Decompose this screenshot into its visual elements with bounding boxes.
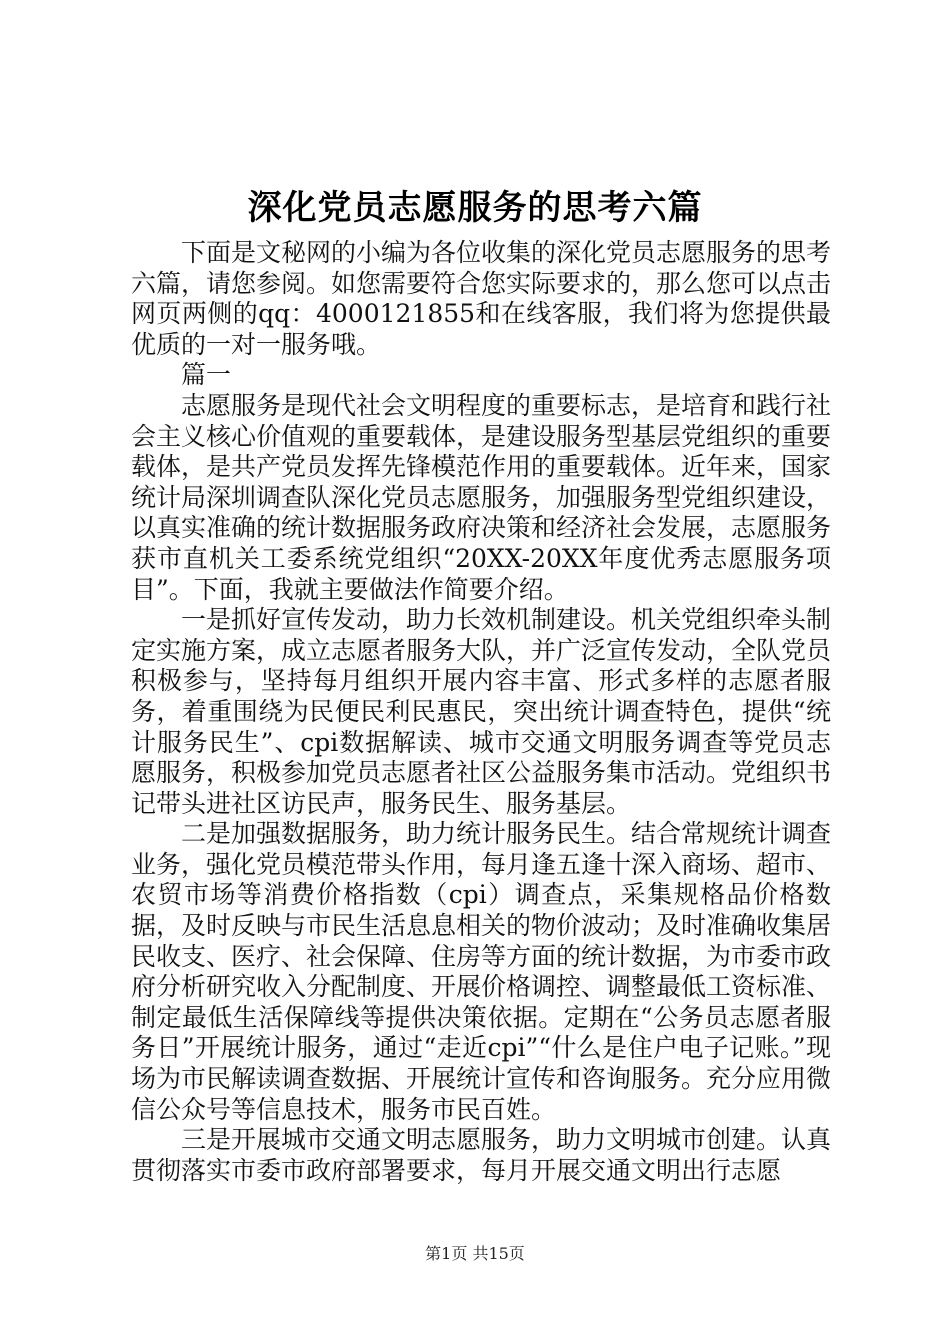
document-title: 深化党员志愿服务的思考六篇 [247, 188, 703, 228]
paragraph-overview: 志愿服务是现代社会文明程度的重要标志，是培育和践行社会主义核心价值观的重要载体，是建设服务型基层党组织的重要载体，是共产党员发挥先锋模范作用的重要载体。近年来，国家统计局深圳调查队深化党员志愿服务，加强服务型党组织建设，以真实准确的统计数据服务政府决策和经济社会发展，志愿服务获市直机关工委系统党组织“20XX-20XX年度优秀志愿服务项目”。下面，我就主要做法作简要介绍。 [131, 390, 832, 604]
paragraph-point-two: 二是加强数据服务，助力统计服务民生。结合常规统计调查业务，强化党员模范带头作用，每月逢五逢十深入商场、超市、农贸市场等消费价格指数（cpi）调查点，采集规格品价格数据，及时反映与市民生活息息相关的物价波动；及时准确收集居民收支、医疗、社会保障、住房等方面的统计数据，为市委市政府分析研究收入分配制度、开展价格调控、调整最低工资标准、制定最低生活保障线等提供决策依据。定期在“公务员志愿者服务日”开展统计服务，通过“走近cpi”“什么是住户电子记账。”现场为市民解读调查数据、开展统计宣传和咨询服务。充分应用微信公众号等信息技术，服务市民百姓。 [131, 819, 832, 1124]
paragraph-point-three: 三是开展城市交通文明志愿服务，助力文明城市创建。认真贯彻落实市委市政府部署要求，每月开展交通文明出行志愿 [131, 1125, 832, 1185]
paragraph-point-one: 一是抓好宣传发动，助力长效机制建设。机关党组织牵头制定实施方案，成立志愿者服务大队，并广泛宣传发动，全队党员积极参与，坚持每月组织开展内容丰富、形式多样的志愿者服务，着重围绕为民便民利民惠民，突出统计调查特色，提供“统计服务民生”、cpi数据解读、城市交通文明服务调查等党员志愿服务，积极参加党员志愿者社区公益服务集市活动。党组织书记带头进社区访民声，服务民生、服务基层。 [131, 605, 832, 818]
document-body [131, 238, 831, 1186]
paragraph-intro: 下面是文秘网的小编为各位收集的深化党员志愿服务的思考六篇，请您参阅。如您需要符合您实际要求的，那么您可以点击网页两侧的qq：4000121855和在线客服，我们将为您提供最优质的一对一服务哦。 [131, 238, 832, 359]
paragraph-section-heading: 篇一 [181, 360, 232, 390]
page-footer: 第1页 共15页 [425, 1244, 525, 1263]
